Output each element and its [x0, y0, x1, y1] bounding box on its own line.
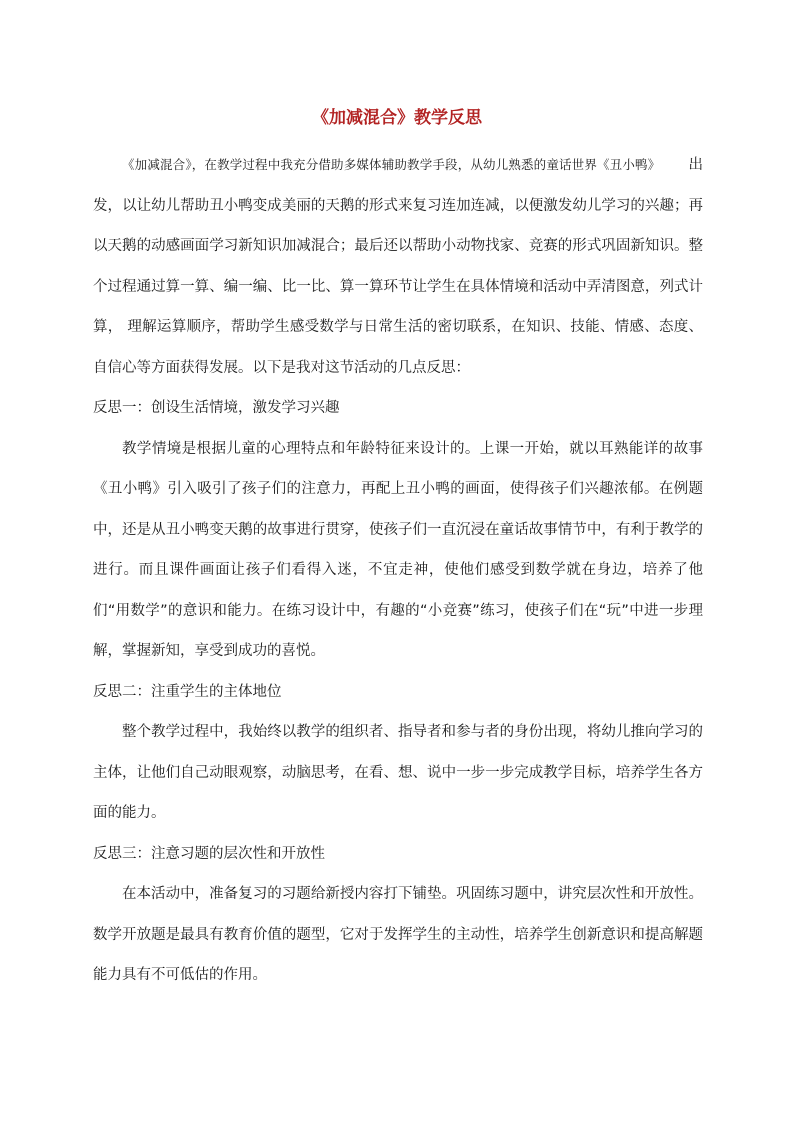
intro-rest: 以让幼儿帮助丑小鸭变成美丽的天鹅的形式来复习连加连减，以便激发幼儿学习的兴趣；再以天鹅的动感画面学习新知识加减混合；最后还以帮助小动物找家、竞赛的形式巩固新知识。整个过程通过算一算、编一编、比一比、算一算环节让学生在具体情境和活动中弄清图意，列式计算， 理解运算顺序，帮助学生感受数学与日常生活的密切联系，在知识、技能、情感、态度、自信心等方面获得发展。以下是我对这节活动的几点反思：: [93, 197, 704, 376]
intro-line1-a: 《加减混合》，在教学过程中我充分借助多媒体辅助教学手段，从幼儿熟悉的童话世界《丑小鸭》: [122, 157, 661, 172]
document-body: [93, 145, 703, 996]
document-title: 《加减混合》教学反思: [312, 108, 482, 128]
section-heading-2: 反思二：注重学生的主体地位: [93, 683, 282, 700]
section-paragraph-1: 教学情境是根据儿童的心理特点和年龄特征来设计的。上课一开始，就以耳熟能详的故事《丑小鸭》引入吸引了孩子们的注意力，再配上丑小鸭的画面，使得孩子们兴趣浓郁。在例题中，还是从丑小鸭变天鹅的故事进行贯穿，使孩子们一直沉浸在童话故事情节中，有利于教学的进行。而且课件画面让孩子们看得入迷，不宜走神，使他们感受到数学就在身边，培养了他们“用数学”的意识和能力。在练习设计中，有趣的“小竞赛”练习，使孩子们在“玩”中进一步理解，掌握新知，享受到成功的喜悦。: [93, 440, 703, 659]
intro-line1-b: 出发，: [93, 157, 703, 214]
intro-paragraph: [93, 145, 703, 388]
section-heading-3: 反思三：注意习题的层次性和开放性: [93, 845, 325, 862]
section-paragraph-3: 在本活动中，准备复习的习题给新授内容打下铺垫。巩固练习题中，讲究层次性和开放性。数学开放题是最具有教育价值的题型，它对于发挥学生的主动性，培养学生创新意识和提高解题能力具有不可低估的作用。: [93, 886, 703, 983]
section-heading-1: 反思一：创设生活情境，激发学习兴趣: [93, 400, 340, 416]
section-paragraph-2: 整个教学过程中，我始终以教学的组织者、指导者和参与者的身份出现，将幼儿推向学习的主体，让他们自己动眼观察，动脑思考，在看、想、说中一步一步完成教学目标，培养学生各方面的能力。: [93, 724, 703, 821]
